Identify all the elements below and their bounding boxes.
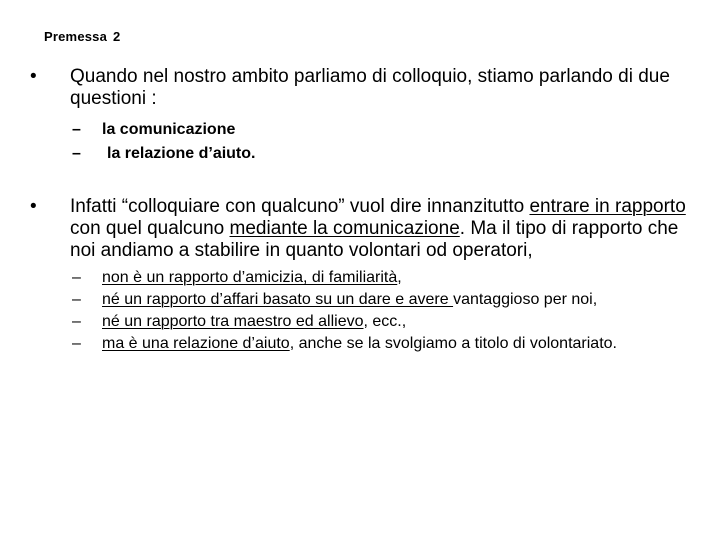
- sub-item: [30, 312, 690, 332]
- bullet-marker: •: [30, 196, 37, 217]
- underlined-phrase: né un rapporto d’affari basato su un dare e avere: [102, 291, 454, 308]
- sub-item: [30, 144, 690, 164]
- sub-item-text: la comunicazione: [102, 121, 236, 138]
- sub-item: [30, 290, 690, 310]
- underlined-phrase: ma è una relazione d’aiuto: [102, 335, 290, 352]
- sub-item: [30, 120, 690, 140]
- bullet-marker: •: [30, 66, 37, 87]
- dash-marker: –: [72, 121, 81, 138]
- bullet-2-text: [30, 196, 690, 262]
- dash-marker: –: [72, 335, 81, 352]
- bullet-2: [30, 196, 690, 354]
- sub-item-text: , ecc.,: [363, 313, 407, 330]
- underlined-phrase: né un rapporto tra maestro ed allievo: [102, 313, 364, 330]
- title-text: Premessa: [44, 29, 108, 44]
- underlined-phrase: entrare in rapporto: [529, 196, 686, 217]
- dash-marker: –: [72, 291, 81, 308]
- dash-marker: –: [72, 313, 81, 330]
- underlined-phrase: non è un rapporto d’amicizia, di familiarità: [102, 269, 398, 286]
- bullet-2-text-part: Infatti “colloquiare con qualcuno” vuol dire innanzitutto: [70, 196, 530, 217]
- sub-item-text: vantaggioso per noi,: [453, 291, 598, 308]
- sub-item-text: ,: [397, 269, 402, 286]
- bullet-2-text-part: . Ma il tipo di rapporto che noi andiamo a stabilire in quanto volontari od operatori,: [70, 218, 679, 261]
- sub-list: [30, 268, 690, 354]
- dash-marker: –: [72, 145, 81, 162]
- sub-item: [30, 268, 690, 288]
- bullet-1-text: [30, 66, 690, 110]
- title-number: 2: [113, 29, 121, 44]
- sub-item-text: , anche se la svolgiamo a titolo di volontariato.: [289, 335, 617, 352]
- dash-marker: –: [72, 269, 81, 286]
- sub-item-text: la relazione d’aiuto.: [107, 145, 256, 162]
- underlined-phrase: mediante la comunicazione: [229, 218, 460, 239]
- bullet-1-content: Quando nel nostro ambito parliamo di colloquio, stiamo parlando di due questioni :: [70, 66, 670, 109]
- bullet-2-text-part: con quel qualcuno: [70, 218, 230, 239]
- bullet-1: [30, 66, 690, 164]
- slide-title: [44, 29, 120, 44]
- sub-item: [30, 334, 690, 354]
